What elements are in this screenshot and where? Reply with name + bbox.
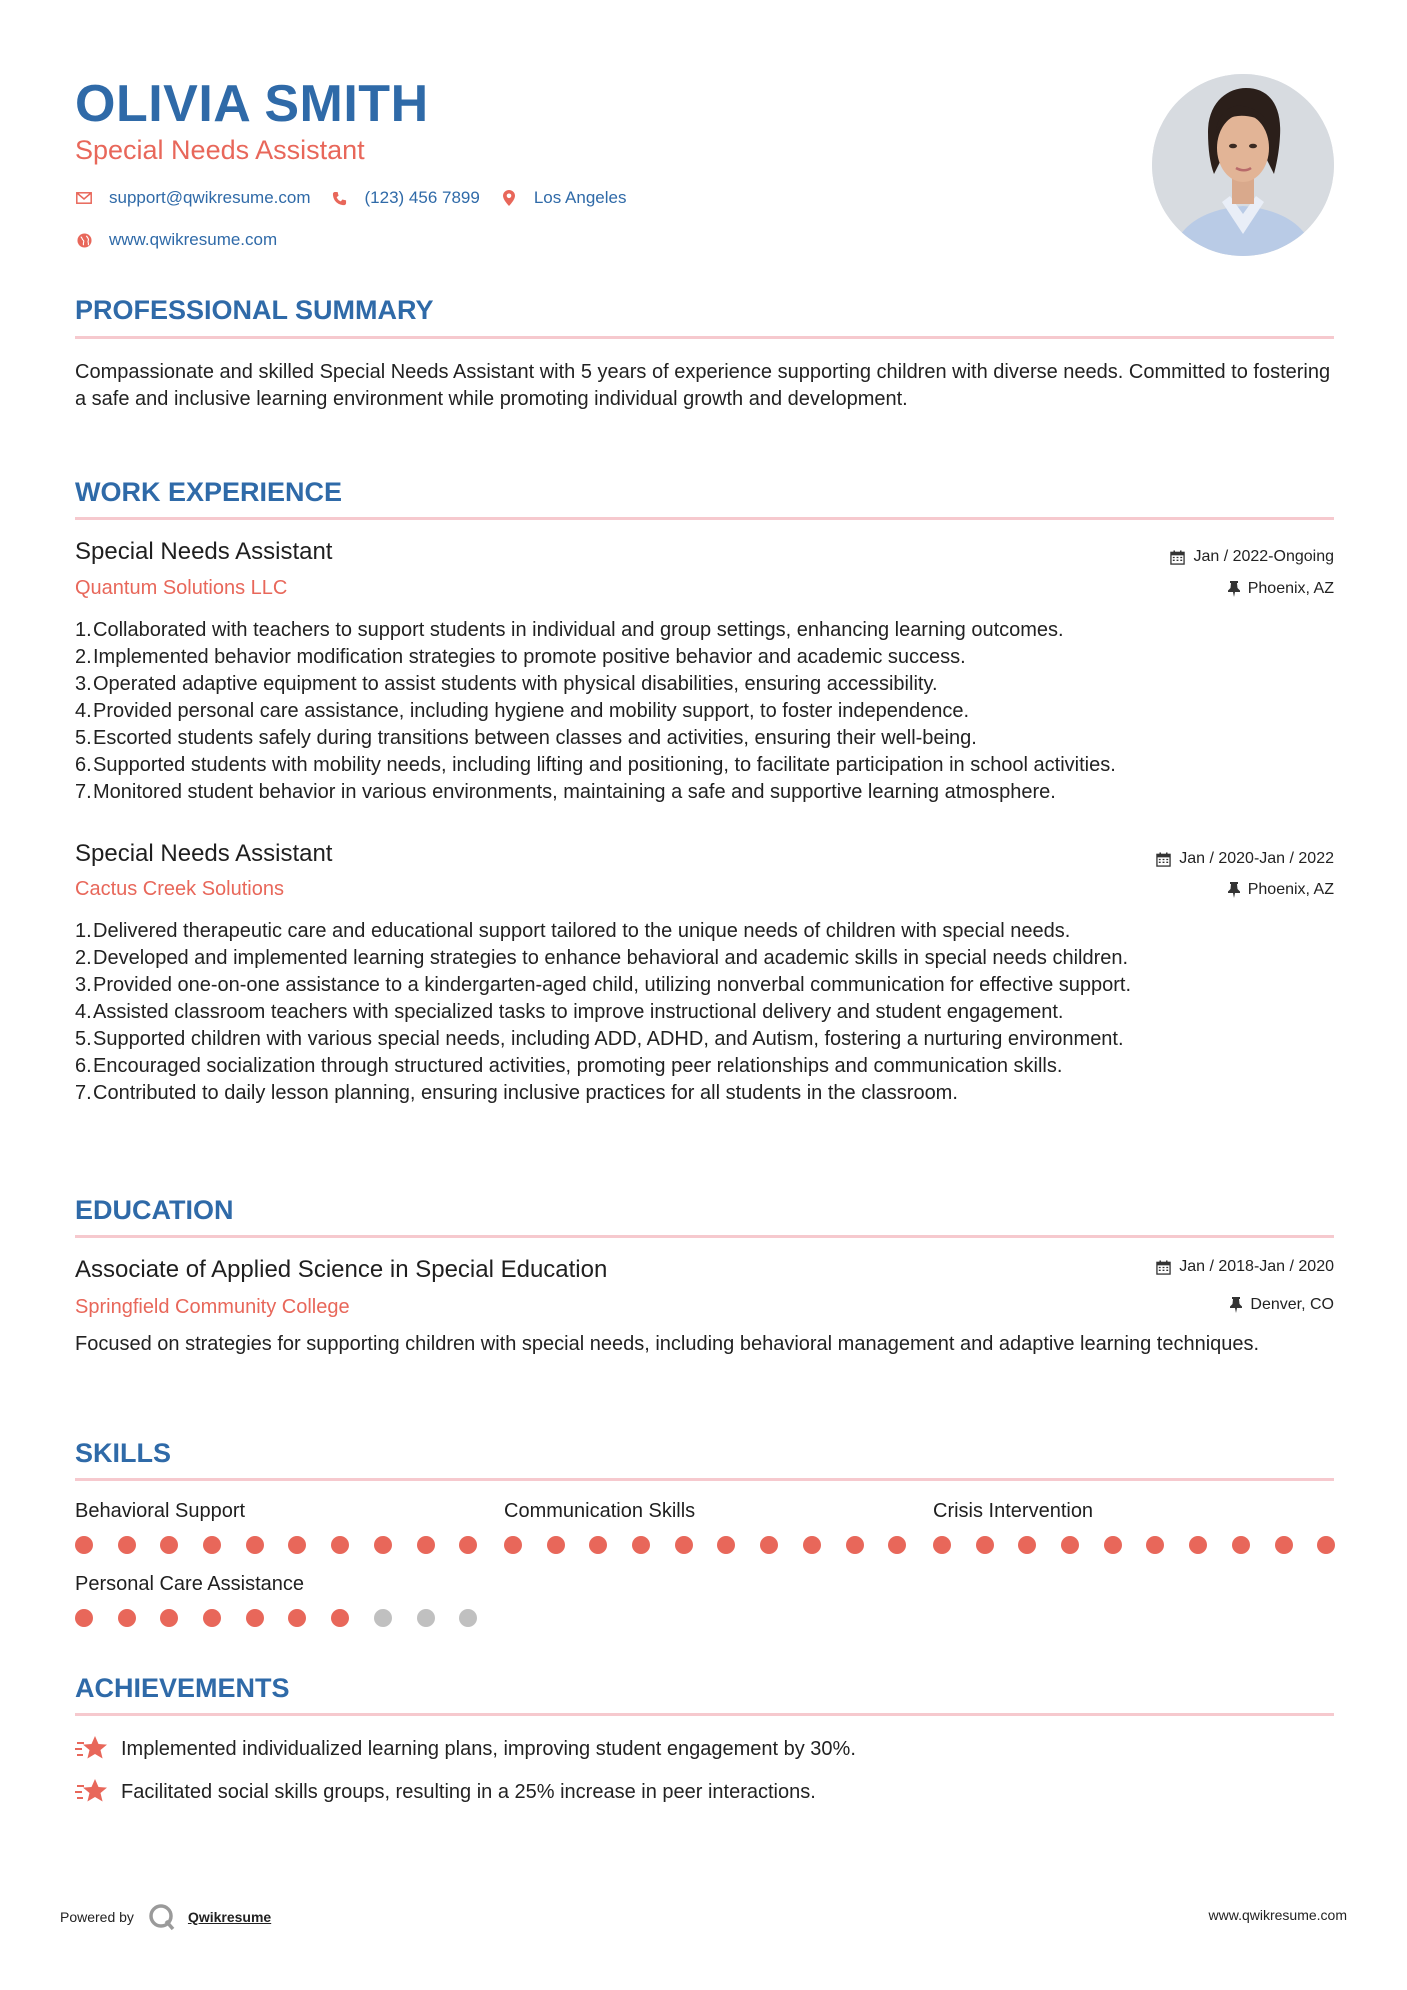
footer-powered-by <box>60 1903 271 1931</box>
skill-dot-filled <box>246 1536 264 1554</box>
skill-rating <box>933 1536 1360 1554</box>
skill-dot-filled <box>1232 1536 1250 1554</box>
skill-dot-filled <box>246 1609 264 1627</box>
list-item: 1. Delivered therapeutic care and educational support tailored to the unique needs of children with special needs. <box>75 920 1071 942</box>
education-description: Focused on strategies for supporting children with special needs, including behavioral management and adaptive learning techniques. <box>75 1333 1260 1355</box>
skill-dot-filled <box>888 1536 906 1554</box>
skill-dot-filled <box>75 1536 93 1554</box>
achievement-item <box>75 1777 816 1807</box>
candidate-role: Special Needs Assistant <box>75 135 365 165</box>
pushpin-icon <box>1228 882 1240 898</box>
skill-dot-filled <box>374 1536 392 1554</box>
skill-dot-filled <box>331 1536 349 1554</box>
calendar-icon <box>1156 852 1171 867</box>
list-item: 1. Collaborated with teachers to support students in individual and group settings, enhancing learning outcomes. <box>75 619 1064 641</box>
skill-dot-filled <box>504 1536 522 1554</box>
skill-dot-filled <box>417 1536 435 1554</box>
list-item: 4. Provided personal care assistance, including hygiene and mobility support, to foster independence. <box>75 700 970 722</box>
phone-text: (123) 456 7899 <box>364 188 480 207</box>
experience-divider <box>75 517 1334 520</box>
education-divider <box>75 1235 1334 1238</box>
skill-dot-filled <box>846 1536 864 1554</box>
skill-dot-filled <box>1189 1536 1207 1554</box>
skill-dot-filled <box>675 1536 693 1554</box>
candidate-name: OLIVIA SMITH <box>75 75 429 133</box>
email-link[interactable]: support@qwikresume.com <box>109 188 311 207</box>
experience-heading: WORK EXPERIENCE <box>75 477 343 507</box>
skill-rating <box>504 1536 931 1554</box>
pushpin-icon <box>1230 1297 1242 1313</box>
qwikresume-logo-icon <box>148 1903 176 1931</box>
job-dates-text: Jan / 2020-Jan / 2022 <box>1179 850 1334 867</box>
achievements-divider <box>75 1713 1334 1716</box>
list-item: 7. Contributed to daily lesson planning, ensuring inclusive practices for all students in the classroom. <box>75 1082 958 1104</box>
skill-dot-filled <box>75 1609 93 1627</box>
summary-heading: PROFESSIONAL SUMMARY <box>75 295 434 325</box>
list-item: 5. Supported children with various special needs, including ADD, ADHD, and Autism, fostering a nurturing environment. <box>75 1028 1124 1050</box>
list-item: 2. Developed and implemented learning strategies to enhance behavioral and academic skills in special needs children. <box>75 947 1129 969</box>
footer-url[interactable]: www.qwikresume.com <box>1208 1907 1347 1923</box>
list-item: 7. Monitored student behavior in various environments, maintaining a safe and supportive learning atmosphere. <box>75 781 1056 803</box>
education-location-text: Denver, CO <box>1250 1296 1334 1313</box>
job-bullets <box>75 617 1337 806</box>
contact-row-2 <box>75 230 297 250</box>
powered-by-label: Powered by <box>60 1909 134 1925</box>
star-icon <box>75 1734 109 1764</box>
skill-dot-filled <box>976 1536 994 1554</box>
skill-dot-filled <box>803 1536 821 1554</box>
skill-dot-filled <box>933 1536 951 1554</box>
achievement-text: Implemented individualized learning plans, improving student engagement by 30%. <box>121 1737 856 1760</box>
skill-name: Crisis Intervention <box>933 1500 1094 1522</box>
calendar-icon <box>1156 1260 1171 1275</box>
star-icon <box>75 1777 109 1807</box>
location-text: Los Angeles <box>533 188 627 207</box>
job-title: Special Needs Assistant <box>75 840 333 867</box>
skill-dot-filled <box>203 1609 221 1627</box>
skill-dot-filled <box>1018 1536 1036 1554</box>
qwikresume-brand-link[interactable]: Qwikresume <box>187 1909 272 1925</box>
skill-dot-filled <box>118 1536 136 1554</box>
skill-dot-filled <box>203 1536 221 1554</box>
list-item: 6. Supported students with mobility needs, including lifting and positioning, to facilitate participation in school activities. <box>75 754 1116 776</box>
job-location <box>1228 881 1334 899</box>
skill-dot-filled <box>331 1609 349 1627</box>
skill-dot-filled <box>160 1609 178 1627</box>
skill-dot-filled <box>632 1536 650 1554</box>
skill-name: Communication Skills <box>504 1500 696 1522</box>
skill-dot-filled <box>760 1536 778 1554</box>
skill-dot-filled <box>118 1609 136 1627</box>
skill-rating <box>75 1609 502 1627</box>
achievements-heading: ACHIEVEMENTS <box>75 1673 290 1703</box>
skill-dot-filled <box>1275 1536 1293 1554</box>
skill-dot-empty <box>459 1609 477 1627</box>
skill-dot-filled <box>589 1536 607 1554</box>
profile-photo <box>1152 74 1334 256</box>
list-item: 4. Assisted classroom teachers with specialized tasks to improve instructional delivery and student engagement. <box>75 1001 1064 1023</box>
skill-dot-filled <box>1317 1536 1335 1554</box>
skill-dot-empty <box>374 1609 392 1627</box>
skill-dot-filled <box>1104 1536 1122 1554</box>
job-dates-text: Jan / 2022-Ongoing <box>1193 548 1334 565</box>
skill-rating <box>75 1536 502 1554</box>
list-item: 2. Implemented behavior modification strategies to promote positive behavior and academic success. <box>75 646 966 668</box>
summary-text: Compassionate and skilled Special Needs Assistant with 5 years of experience supporting children with diverse needs. Committed to fostering a safe and inclusive learning environment while promoting individual growth and development. <box>75 361 1331 410</box>
job-location-text: Phoenix, AZ <box>1247 881 1334 898</box>
skill-dot-filled <box>288 1536 306 1554</box>
achievement-text: Facilitated social skills groups, resulting in a 25% increase in peer interactions. <box>121 1780 816 1803</box>
skill-name: Behavioral Support <box>75 1500 246 1522</box>
achievement-item <box>75 1734 856 1764</box>
list-item: 6. Encouraged socialization through structured activities, promoting peer relationships and communication skills. <box>75 1055 1063 1077</box>
degree-title: Associate of Applied Science in Special Education <box>75 1256 608 1283</box>
list-item: 5. Escorted students safely during transitions between classes and activities, ensuring their well-being. <box>75 727 977 749</box>
list-item: 3. Provided one-on-one assistance to a kindergarten-aged child, utilizing nonverbal communication for effective support. <box>75 974 1132 996</box>
summary-divider <box>75 336 1334 339</box>
job-company: Cactus Creek Solutions <box>75 878 284 900</box>
skills-divider <box>75 1478 1334 1481</box>
job-dates <box>1156 850 1334 868</box>
job-location-text: Phoenix, AZ <box>1247 580 1334 597</box>
skill-dot-empty <box>417 1609 435 1627</box>
job-bullets <box>75 918 1337 1107</box>
education-heading: EDUCATION <box>75 1195 234 1225</box>
calendar-icon <box>1170 550 1185 565</box>
education-dates-text: Jan / 2018-Jan / 2020 <box>1179 1258 1334 1275</box>
skill-name: Personal Care Assistance <box>75 1573 305 1595</box>
job-location <box>1228 580 1334 598</box>
list-item: 3. Operated adaptive equipment to assist students with physical disabilities, ensuring accessibility. <box>75 673 938 695</box>
contact-row-1 <box>75 188 646 208</box>
phone-icon <box>331 189 349 207</box>
school-name: Springfield Community College <box>75 1296 350 1318</box>
email-icon <box>75 189 93 207</box>
job-company: Quantum Solutions LLC <box>75 577 288 599</box>
pushpin-icon <box>1228 581 1240 597</box>
job-title: Special Needs Assistant <box>75 538 333 565</box>
skill-dot-filled <box>459 1536 477 1554</box>
skills-heading: SKILLS <box>75 1438 172 1468</box>
education-dates <box>1156 1258 1334 1276</box>
location-pin-icon <box>500 189 518 207</box>
skill-dot-filled <box>160 1536 178 1554</box>
skill-dot-filled <box>1146 1536 1164 1554</box>
education-location <box>1230 1296 1334 1314</box>
skill-dot-filled <box>288 1609 306 1627</box>
skill-dot-filled <box>547 1536 565 1554</box>
skill-dot-filled <box>1061 1536 1079 1554</box>
website-link[interactable]: www.qwikresume.com <box>109 230 278 249</box>
job-dates <box>1170 548 1334 566</box>
globe-icon <box>75 231 93 249</box>
skill-dot-filled <box>717 1536 735 1554</box>
